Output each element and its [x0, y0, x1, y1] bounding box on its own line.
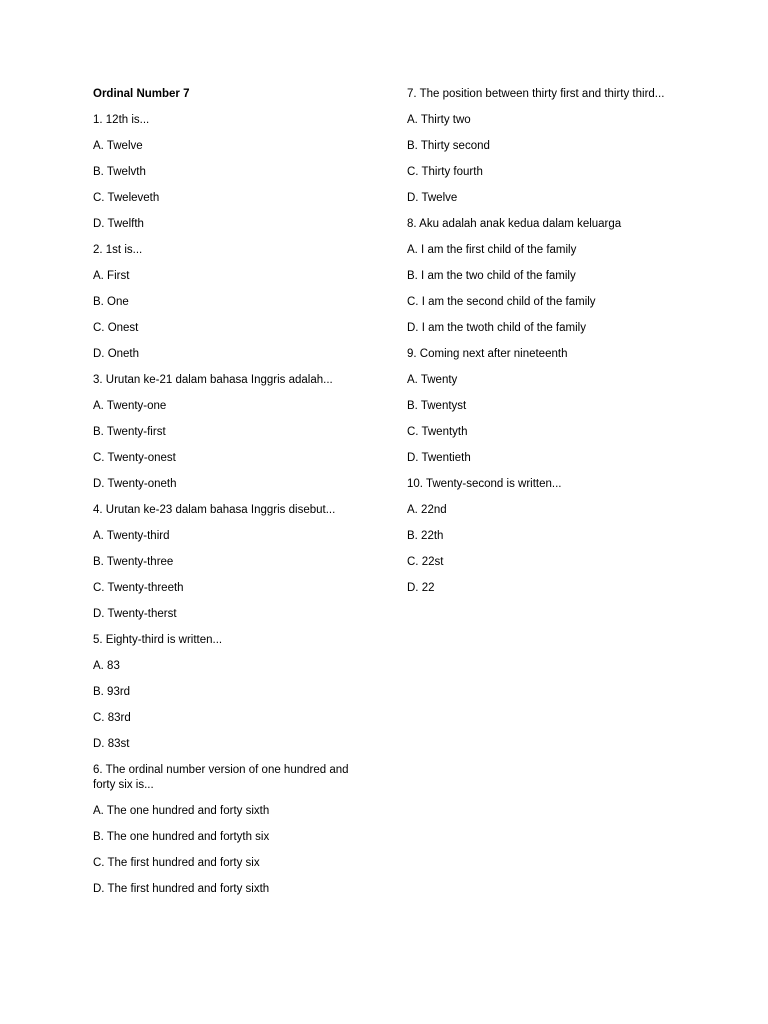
question-text: 10. Twenty-second is written... [407, 478, 562, 490]
answer-option: C. Twenty-threeth [93, 582, 184, 594]
question-text: 6. The ordinal number version of one hundred and forty six is... [93, 764, 349, 791]
answer-option: C. Thirty fourth [407, 166, 483, 178]
answer-option: C. Tweleveth [93, 192, 160, 204]
answer-option: D. I am the twoth child of the family [407, 322, 586, 334]
answer-option: A. Twenty-third [93, 530, 170, 542]
answer-option: B. Twenty-first [93, 426, 166, 438]
question-text: 4. Urutan ke-23 dalam bahasa Inggris disebut... [93, 504, 336, 516]
question-text: 2. 1st is... [93, 244, 143, 256]
answer-option: B. Twenty-three [93, 556, 174, 568]
question-text: 8. Aku adalah anak kedua dalam keluarga [407, 218, 622, 230]
answer-option: C. I am the second child of the family [407, 296, 596, 308]
answer-option: B. The one hundred and fortyth six [93, 831, 270, 843]
answer-option: A. I am the first child of the family [407, 244, 577, 256]
right-column [407, 87, 675, 607]
answer-option: A. First [93, 270, 130, 282]
answer-option: A. Twenty-one [93, 400, 167, 412]
answer-option: D. The first hundred and forty sixth [93, 883, 270, 895]
answer-option: D. Twenty-oneth [93, 478, 177, 490]
answer-option: D. Oneth [93, 348, 140, 360]
left-question-list [93, 113, 373, 897]
answer-option: A. The one hundred and forty sixth [93, 805, 270, 817]
answer-option: D. 83st [93, 738, 130, 750]
document-title: Ordinal Number 7 [93, 88, 190, 100]
question-text: 5. Eighty-third is written... [93, 634, 223, 646]
answer-option: B. 22th [407, 530, 444, 542]
answer-option: A. Thirty two [407, 114, 471, 126]
answer-option: C. 22st [407, 556, 444, 568]
answer-option: A. Twenty [407, 374, 458, 386]
answer-option: B. Thirty second [407, 140, 490, 152]
answer-option: B. Twelvth [93, 166, 146, 178]
right-question-list [407, 87, 675, 596]
question-text: 3. Urutan ke-21 dalam bahasa Inggris adalah... [93, 374, 333, 386]
answer-option: A. Twelve [93, 140, 143, 152]
answer-option: C. Onest [93, 322, 139, 334]
answer-option: C. Twenty-onest [93, 452, 176, 464]
answer-option: D. 22 [407, 582, 435, 594]
answer-option: B. 93rd [93, 686, 131, 698]
question-text: 7. The position between thirty first and thirty third... [407, 88, 665, 100]
answer-option: C. 83rd [93, 712, 131, 724]
answer-option: D. Twentieth [407, 452, 471, 464]
answer-option: A. 83 [93, 660, 120, 672]
answer-option: B. I am the two child of the family [407, 270, 576, 282]
answer-option: D. Twenty-therst [93, 608, 177, 620]
question-text: 9. Coming next after nineteenth [407, 348, 568, 360]
left-column [93, 87, 373, 908]
answer-option: C. Twentyth [407, 426, 468, 438]
answer-option: B. One [93, 296, 129, 308]
answer-option: C. The first hundred and forty six [93, 857, 260, 869]
answer-option: D. Twelve [407, 192, 458, 204]
question-text: 1. 12th is... [93, 114, 150, 126]
answer-option: D. Twelfth [93, 218, 144, 230]
answer-option: B. Twentyst [407, 400, 467, 412]
answer-option: A. 22nd [407, 504, 447, 516]
